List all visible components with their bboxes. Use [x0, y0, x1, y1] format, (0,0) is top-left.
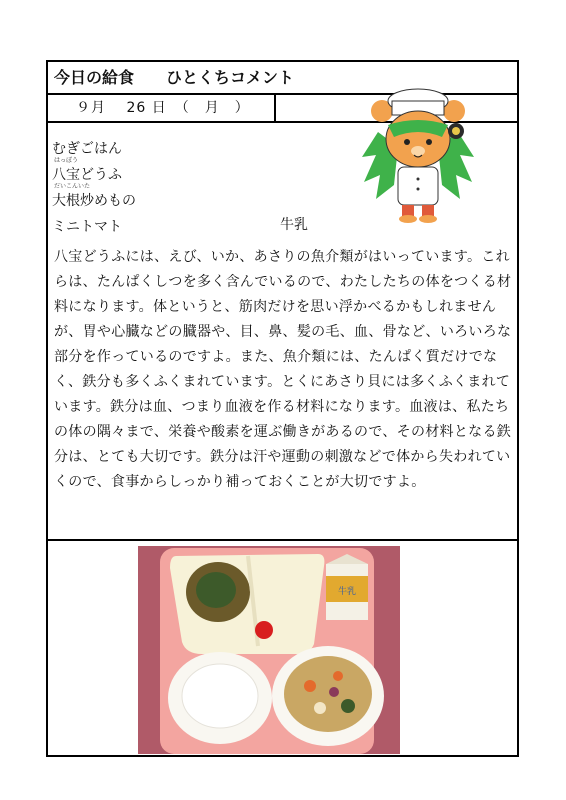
section-divider — [48, 539, 517, 541]
lunch-photo — [138, 546, 400, 754]
comment-text: 八宝どうふには、えび、いか、あさりの魚介類がはいっています。これらは、たんぱくしつを多く含んでいるので、わたしたちの体をつくる材料になります。体というと、筋肉だけを思い浮かべるかもしれませんが、胃や心臓などの臓器や、目、鼻、髪の毛、血、骨など、いろいろな部分を作っているのですよ。また、魚介類には、たんぱく質だけでなく、鉄分も多くふくまれています。とくにあさり貝には多くふくまれています。鉄分は血、つまり血液を作る材料になります。血液は、私たちの体の隅々まで、栄養や酸素を運ぶ働きがあるので、その材料となる鉄分は、とても大切です。鉄分は汗や運動の刺激などで体から失われていくので、食事からしっかり補っておくことが大切ですよ。 — [54, 249, 512, 490]
menu-item-label: ミニトマト — [52, 219, 122, 235]
menu-item — [52, 212, 292, 238]
menu-item-label: むぎごはん — [52, 141, 122, 157]
menu-item — [52, 134, 292, 160]
mascot-illustration — [358, 87, 478, 227]
menu-item — [52, 183, 292, 212]
lunch-comment-sheet — [46, 60, 519, 757]
menu-item-ruby: だいこんいた — [54, 183, 91, 190]
page-title: 今日の給食 ひとくちコメント — [48, 62, 517, 95]
milk-label: 牛乳 — [280, 217, 308, 233]
menu-item-label: 八宝どうふ — [52, 167, 122, 183]
milk-carton-label: 牛乳 — [337, 586, 357, 596]
date-text: ９月 26 日 （ 月 ） — [48, 95, 276, 121]
menu-item-ruby: はっぽう — [54, 157, 79, 164]
menu-list — [52, 134, 292, 238]
menu-item-label: 大根炒めもの — [52, 193, 136, 209]
